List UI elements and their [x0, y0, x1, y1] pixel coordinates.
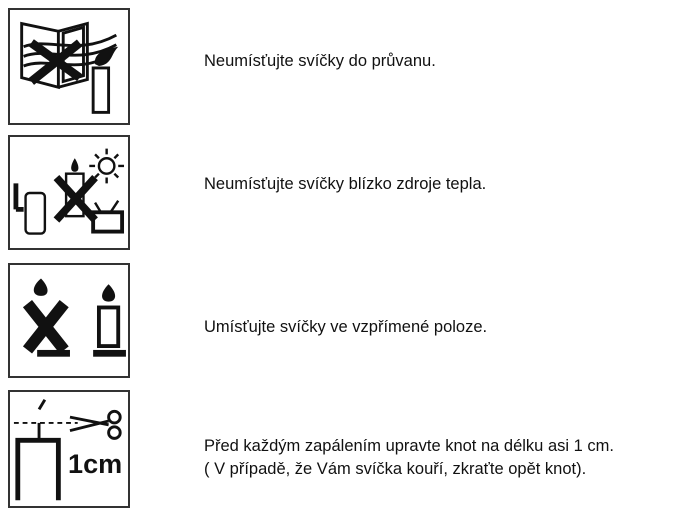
upright-candle-icon	[8, 263, 130, 378]
instruction-text: Před každým zapálením upravte knot na délku asi 1 cm.	[204, 437, 614, 455]
trim-wick-icon	[8, 390, 130, 508]
svg-text:1cm: 1cm	[68, 449, 123, 480]
instruction-note: ( V případě, že Vám svíčka kouří, zkraťte opět knot).	[204, 460, 587, 478]
no-heat-source-icon	[8, 135, 130, 250]
no-draft-icon	[8, 8, 130, 125]
instruction-text: Neumísťujte svíčky do průvanu.	[204, 52, 436, 70]
instruction-text: Neumísťujte svíčky blízko zdroje tepla.	[204, 175, 487, 193]
instruction-text: Umísťujte svíčky ve vzpřímené poloze.	[204, 318, 488, 336]
